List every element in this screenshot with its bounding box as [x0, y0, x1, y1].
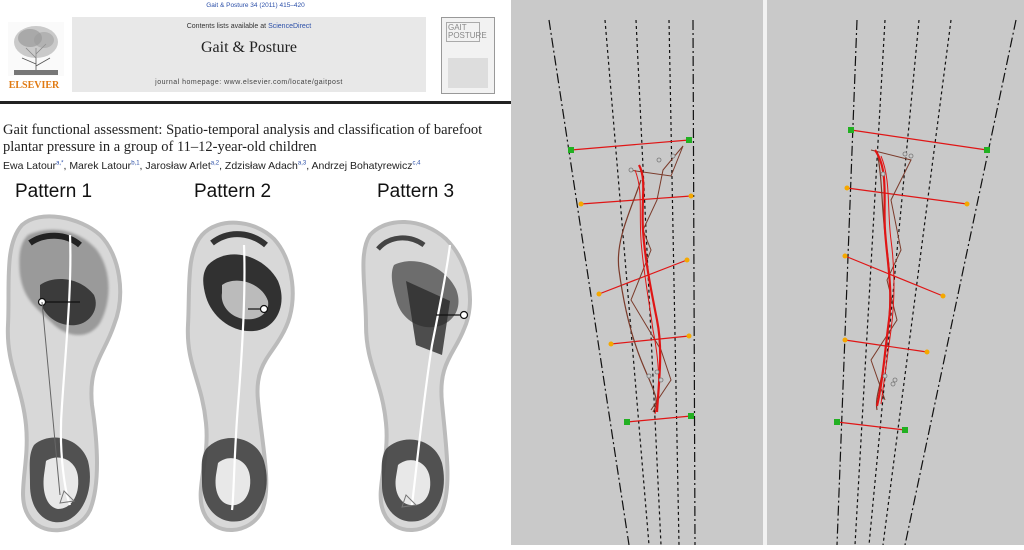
header-rule: [0, 101, 511, 104]
foot-pattern-2: [188, 223, 293, 530]
contents-line: Contents lists available at ScienceDirect: [186, 23, 312, 30]
journal-header: [72, 17, 426, 92]
plantar-pressure-figure: [0, 205, 511, 545]
pattern-3-label: Pattern 3: [377, 181, 455, 202]
sciencedirect-link[interactable]: ScienceDirect: [268, 23, 312, 30]
author-name[interactable]: Ewa Latour: [3, 160, 57, 172]
journal-title: Gait & Posture: [201, 39, 297, 56]
author-name[interactable]: Andrzej Bohatyrewicz: [311, 160, 413, 172]
foot-pattern-3: [363, 222, 470, 530]
author-name[interactable]: Zdzisław Adach: [224, 160, 298, 172]
author-affiliation: a,2: [210, 160, 220, 167]
journal-homepage[interactable]: journal homepage: www.elsevier.com/locate/gaitpost: [155, 79, 343, 86]
author-affiliation: c,4: [412, 160, 421, 167]
author-name[interactable]: Marek Latour: [69, 160, 132, 172]
foot-pattern-1: [8, 216, 120, 530]
pattern-1-label: Pattern 1: [15, 181, 93, 202]
article-title: Gait functional assessment: Spatio-temporal analysis and classification of barefoot plantar pressure in a group of 11–12-year-old children: [3, 122, 483, 155]
paper-panel: [0, 0, 511, 545]
publisher-name: ELSEVIER: [8, 80, 60, 91]
author-affiliation: a,3: [297, 160, 307, 167]
pattern-2-label: Pattern 2: [194, 181, 272, 202]
journal-citation: Gait & Posture 34 (2011) 415–420: [206, 2, 305, 9]
author-affiliation: b,1: [131, 160, 140, 167]
cover-title: GAIT POSTURE: [448, 23, 487, 40]
author-name[interactable]: Jarosław Arlet: [145, 160, 211, 172]
author-affiliation: a,*: [56, 160, 64, 167]
gait-analysis-panel: [511, 0, 1024, 545]
journal-cover: [441, 17, 495, 94]
gait-trajectory-plot: [511, 0, 1024, 545]
author-list: Ewa Latour$^{a,*}$, Marek Latour$^{b,1}$, Jarosław Arlet$^{a,2}$, Zdzisław Adach$^{a,3}$, Andrzej Bohatyrewicz$^{c,4}$: [3, 160, 421, 172]
